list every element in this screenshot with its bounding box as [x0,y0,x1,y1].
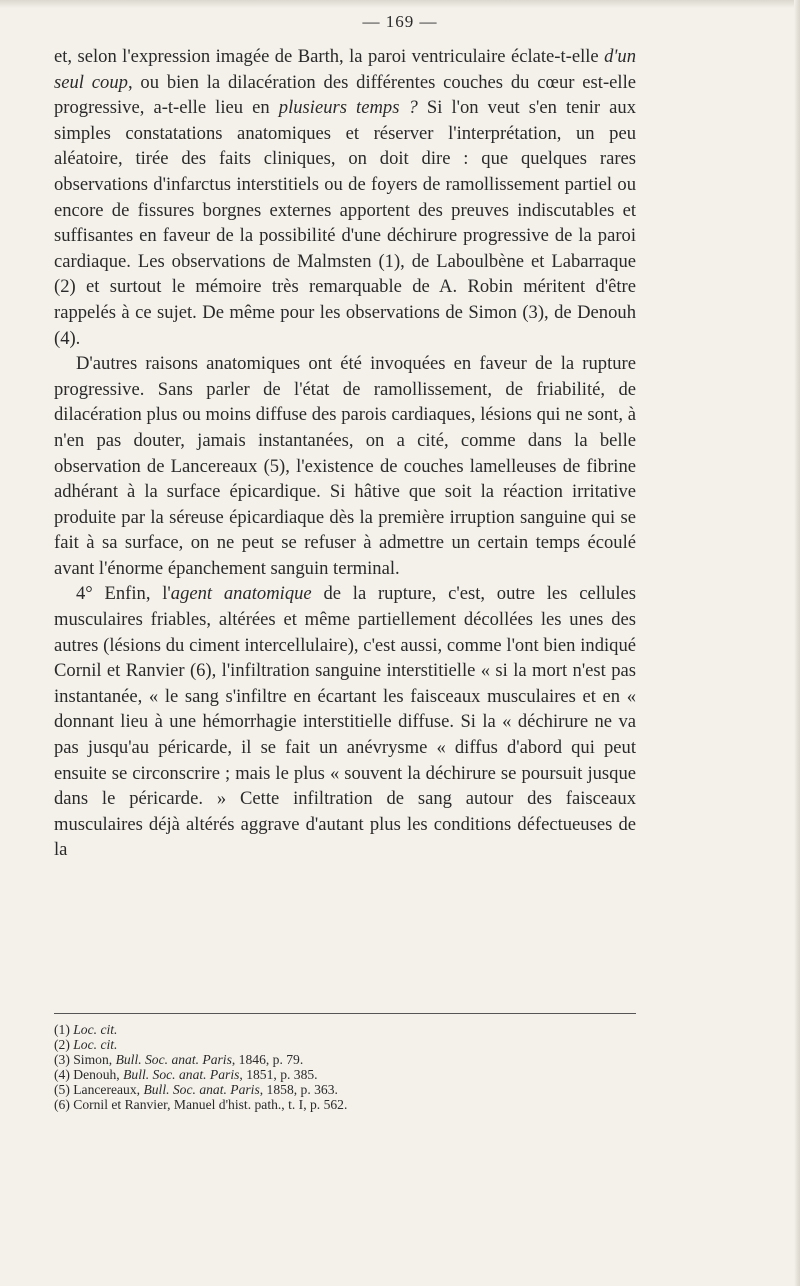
text-run: (2) [54,1037,74,1052]
text-run: (5) Lancereaux, [54,1082,144,1097]
text-run: , 1858, p. 363. [259,1082,338,1097]
page-number: — 169 — [362,12,438,31]
text-run: (1) [54,1022,74,1037]
italic-text-run: Bull. Soc. anat. Paris [123,1067,240,1082]
paragraph-anatomical-agent [54,581,636,863]
italic-text-run: Bull. Soc. anat. Paris [115,1052,232,1067]
footnote-6 [54,1097,636,1112]
text-run: (4) Denouh, [54,1067,124,1082]
paragraph-continuation [54,44,636,351]
text-run: , ou bien la dilacération des différentes couches du cœur est-elle progressive, a-t-elle lieu en [54,71,636,119]
italic-text-run: Bull. Soc. anat. Paris [143,1082,260,1097]
italic-text-run: agent anatomique [170,583,312,605]
footnote-1 [54,1022,636,1037]
paragraph-progressive-rupture [54,351,636,581]
text-run: et, selon l'expression imagée de Barth, la paroi ventriculaire éclate-t-elle [54,46,605,67]
text-run: D'autres raisons anatomiques ont été invoquées en faveur de la rupture progressive. Sans parler de l'état de ramollissement, de friabilité, de dilacération plus ou moins diffuse des parois cardiaques, lésions qui ne sont, à n'en pas douter, jamais instantanées, on a cité, comme dans la belle observation de Lancereaux (5), l'existence de couches lamelleuses de fibrine adhérant à la surface épicardique. Si hâtive que soit la réaction irritative produite par la séreuse épicardiaque dès la première irruption sanguine qui se fait à sa surface, on ne peut se refuser à admettre un certain temps écoulé avant l'énorme épanchement sanguin terminal. [54,353,636,579]
text-run: , 1846, p. 79. [231,1052,304,1067]
italic-text-run: plusieurs temps ? [278,97,418,119]
footnote-divider [54,1013,636,1014]
footnote-2 [54,1037,636,1052]
page-top-edge [0,0,800,8]
footnotes [54,1022,636,1112]
text-run: de la rupture, c'est, outre les cellules musculaires friables, altérées et même partiellement décollées les unes des autres (lésions du ciment intercellulaire), c'est aussi, comme l'ont bien indiqué Cornil et Ranvier (6), l'infiltration sanguine interstitielle « si la mort n'est pas instantanée, « le sang s'infiltre en écartant les faisceaux musculaires et en « donnant lieu à une hémorrhagie interstitielle diffuse. Si la « déchirure ne va pas jusqu'au péricarde, il se fait un anévrysme « diffus d'abord qui peut ensuite se circonscrire ; mais le plus « souvent la déchirure se poursuit jusque dans le péricarde. » Cette infiltration de sang autour des faisceaux musculaires déjà altérés aggrave d'autant plus les conditions défectueuses de la [54,583,636,861]
footnote-3 [54,1052,636,1067]
text-run: (3) Simon, [54,1052,116,1067]
italic-text-run: Loc. cit. [73,1037,118,1052]
italic-text-run: d'un seul coup [54,46,636,93]
text-run: Si l'on veut s'en tenir aux simples constatations anatomiques et réserver l'interprétation, un peu aléatoire, tirée des faits cliniques, on doit dire : que quelques rares observations d'infarctus interstitiels ou de foyers de ramollissement partiel ou encore de fissures borgnes externes apportent des preuves indiscutables et suffisantes en faveur de la possibilité d'une déchirure progressive de la paroi cardiaque. Les observations de Malmsten (1), de Laboulbène et Labarraque (2) et surtout le mémoire très remarquable de A. Robin méritent d'être rappelés à ce sujet. De même pour les observations de Simon (3), de Denouh (4). [54,97,637,349]
text-run: , 1851, p. 385. [239,1067,318,1082]
italic-text-run: Loc. cit. [73,1022,118,1037]
text-run: 4° Enfin, l' [76,583,171,605]
footnote-5 [54,1082,636,1097]
page-right-edge [794,0,800,1286]
body-text [54,44,636,863]
text-run: (6) Cornil et Ranvier, Manuel d'hist. path., t. I, p. 562. [54,1097,348,1112]
footnote-4 [54,1067,636,1082]
